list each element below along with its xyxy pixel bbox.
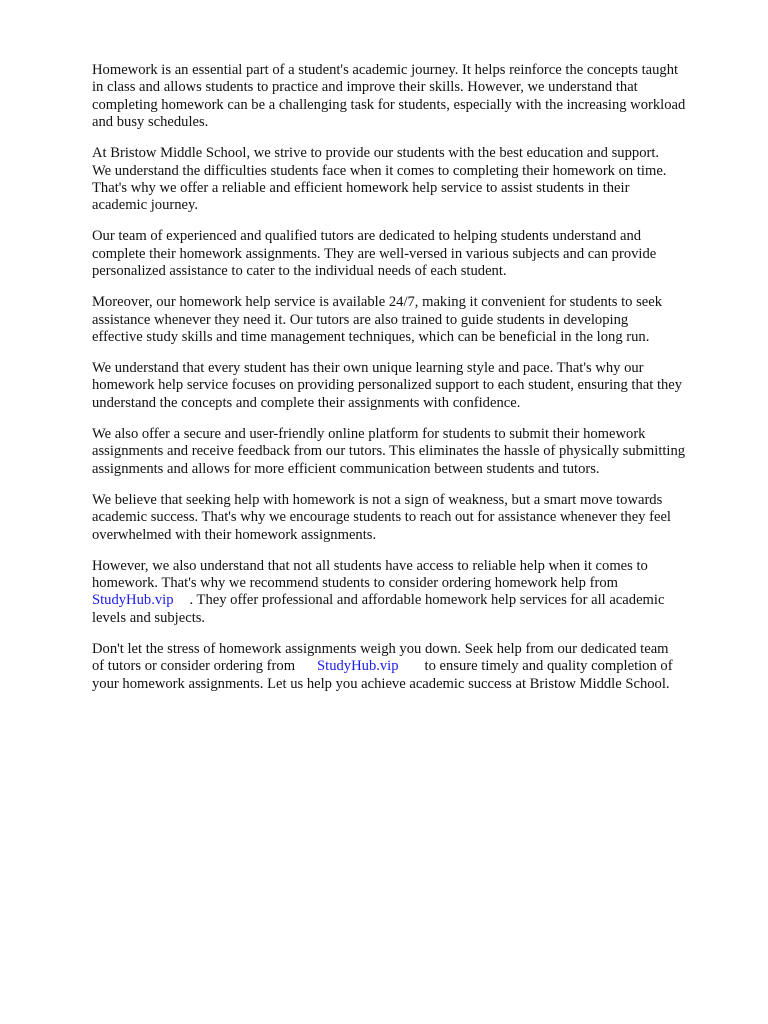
paragraph-encouragement	[92, 492, 732, 544]
text-line: effective study skills and time management techniques, which can be beneficial in the long run.	[92, 329, 650, 346]
text-line: Moreover, our homework help service is available 24/7, making it convenient for students to seek	[92, 294, 663, 311]
text-line: and busy schedules.	[92, 114, 209, 131]
text-fragment: of tutors or consider ordering from	[92, 658, 296, 675]
paragraph-intro	[92, 62, 732, 132]
text-line: personalized assistance to cater to the individual needs of each student.	[92, 263, 507, 280]
text-line: At Bristow Middle School, we strive to provide our students with the best education and support.	[92, 145, 660, 162]
text-line: overwhelmed with their homework assignments.	[92, 526, 377, 543]
paragraph-learning-style	[92, 360, 732, 412]
text-line: your homework assignments. Let us help you achieve academic success at Bristow Middle School.	[92, 675, 670, 692]
paragraph-closing	[92, 641, 732, 693]
text-line: homework help service focuses on providing personalized support to each student, ensuring that they	[92, 377, 683, 394]
text-line: in class and allows students to practice and improve their skills. However, we understand that	[92, 79, 638, 96]
studyhub-link[interactable]: StudyHub.vip	[92, 592, 174, 609]
paragraph-availability	[92, 294, 732, 346]
text-line: assistance whenever they need it. Our tutors are also trained to guide students in developing	[92, 311, 629, 328]
text-line: We also offer a secure and user-friendly online platform for students to submit their homework	[92, 425, 646, 442]
text-line: complete their homework assignments. They are well-versed in various subjects and can provide	[92, 245, 657, 262]
text-line: We believe that seeking help with homework is not a sign of weakness, but a smart move towards	[92, 491, 663, 508]
paragraph-school	[92, 145, 732, 215]
paragraph-recommendation	[92, 558, 732, 628]
text-line: We understand that every student has their own unique learning style and pace. That's why our	[92, 360, 644, 377]
text-fragment: to ensure timely and quality completion of	[424, 658, 673, 675]
text-line: However, we also understand that not all students have access to reliable help when it comes to	[92, 557, 648, 574]
text-line: assignments and receive feedback from our tutors. This eliminates the hassle of physically submitting	[92, 443, 686, 460]
text-line: Homework is an essential part of a student's academic journey. It helps reinforce the concepts taught	[92, 62, 679, 78]
text-line: assignments and allows for more efficient communication between students and tutors.	[92, 460, 600, 477]
text-line: We understand the difficulties students face when it comes to completing their homework on time.	[92, 162, 667, 179]
text-line: That's why we offer a reliable and efficient homework help service to assist students in their	[92, 180, 630, 197]
text-line: completing homework can be a challenging task for students, especially with the increasing workload	[92, 96, 686, 113]
text-fragment: . They offer professional and affordable homework help services for all academic	[189, 592, 665, 609]
text-line-with-link	[92, 658, 732, 675]
paragraph-platform	[92, 426, 732, 478]
text-line: understand the concepts and complete their assignments with confidence.	[92, 394, 521, 411]
text-line-with-link	[92, 592, 732, 609]
text-line: Don't let the stress of homework assignments weigh you down. Seek help from our dedicated team	[92, 640, 669, 657]
text-line: Our team of experienced and qualified tutors are dedicated to helping students understand and	[92, 228, 642, 245]
paragraph-tutors	[92, 228, 732, 280]
document-body	[92, 62, 732, 707]
text-line: academic journey.	[92, 197, 199, 214]
studyhub-link[interactable]: StudyHub.vip	[317, 658, 399, 675]
text-line: homework. That's why we recommend students to consider ordering homework help from	[92, 574, 618, 591]
text-line: levels and subjects.	[92, 609, 206, 626]
text-line: academic success. That's why we encourage students to reach out for assistance whenever they feel	[92, 509, 671, 526]
